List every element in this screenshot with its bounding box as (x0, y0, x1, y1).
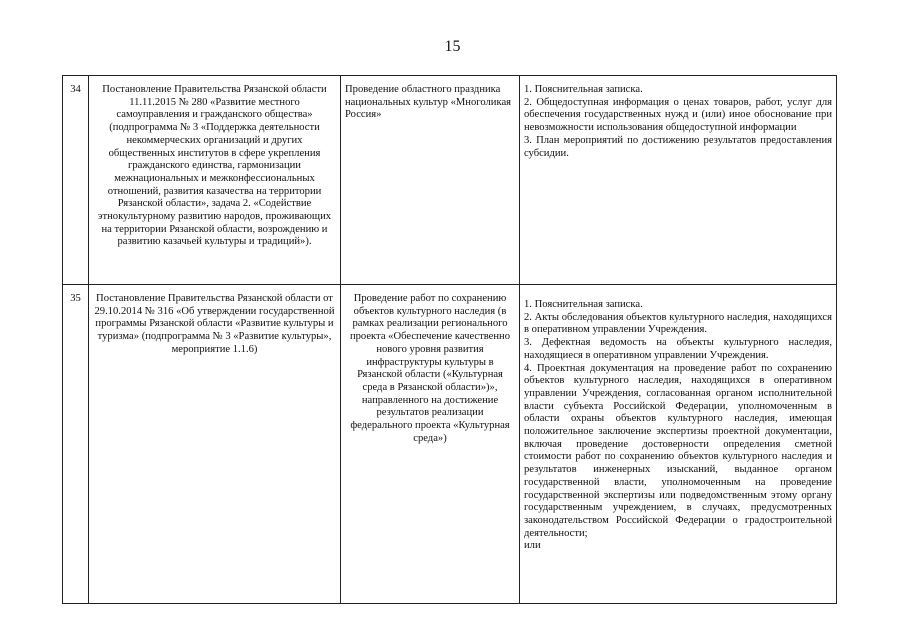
document-item: 2. Акты обследования объектов культурного наследия, находящихся в оперативном управлении Учреждения. (524, 311, 832, 336)
required-documents-cell (520, 285, 837, 604)
purpose-cell: Проведение областного праздника национальных культур «Многоликая Россия» (341, 76, 520, 285)
table-row (63, 76, 837, 285)
legal-basis-cell: Постановление Правительства Рязанской области от 29.10.2014 № 316 «Об утверждении государственной программы Рязанской области «Развитие культуры и туризма» (подпрограмма № 3 «Развитие культуры», мероприятие 1.1.6) (89, 285, 341, 604)
subsidy-documents-table (62, 75, 837, 604)
purpose-cell: Проведение работ по сохранению объектов культурного наследия (в рамках реализации регионального проекта «Обеспечение качественно нового уровня развития инфраструктуры культуры в Рязанской области («Культурная среда в Рязанской области»)», направленного на достижение результатов реализации федерального проекта «Культурная среда») (341, 285, 520, 604)
document-item: 3. Дефектная ведомость на объекты культурного наследия, находящиеся в оперативном управлении Учреждения. (524, 337, 832, 361)
table-row (63, 285, 837, 604)
document-item: 2. Общедоступная информация о ценах товаров, работ, услуг для обеспечения государственных нужд и (или) иное обоснование при невозможности использования общедоступной информации (524, 96, 832, 134)
document-item: 1. Пояснительная записка. (524, 84, 643, 95)
row-number: 34 (63, 76, 89, 285)
document-item: 4. Проектная документация на проведение работ по сохранению объектов культурного наследия, находящихся в оперативном управлении Учреждения, согласованная органом исполнительной власти субъекта Российской Федерации, уполномоченным в области охраны объектов культурного наследия, имеющая положительное заключение экспертизы проектной документации, включая проведение достоверности определения сметной стоимости работ по сохранению объектов культурного наследия и результатов инженерных изысканий, выданное органом государственной власти, уполномоченным на проведение государственной экспертизы или подведомственным этому органу государственным учреждением, в случаях, предусмотренных законодательством Российской Федерации о градостроительной деятельности; (524, 362, 832, 539)
document-item: или (524, 540, 541, 552)
page-number: 15 (444, 38, 461, 55)
document-item: 3. План мероприятий по достижению результатов предоставления субсидии. (524, 134, 832, 159)
document-item: 1. Пояснительная записка. (524, 299, 643, 310)
row-number: 35 (63, 285, 89, 604)
legal-basis-cell: Постановление Правительства Рязанской области 11.11.2015 № 280 «Развитие местного самоуправления и гражданского общества» (подпрограмма № 3 «Поддержка деятельности некоммерческих организаций и других общественных институтов в сфере укрепления гражданского единства, гармонизации межнациональных и межконфессиональных отношений, развития казачества на территории Рязанской области», задача 2. «Содействие этнокультурному развитию народов, проживающих на территории Рязанской области, возрождению и развитию казачьей культуры и традиций»). (89, 76, 341, 285)
required-documents-cell (520, 76, 837, 285)
